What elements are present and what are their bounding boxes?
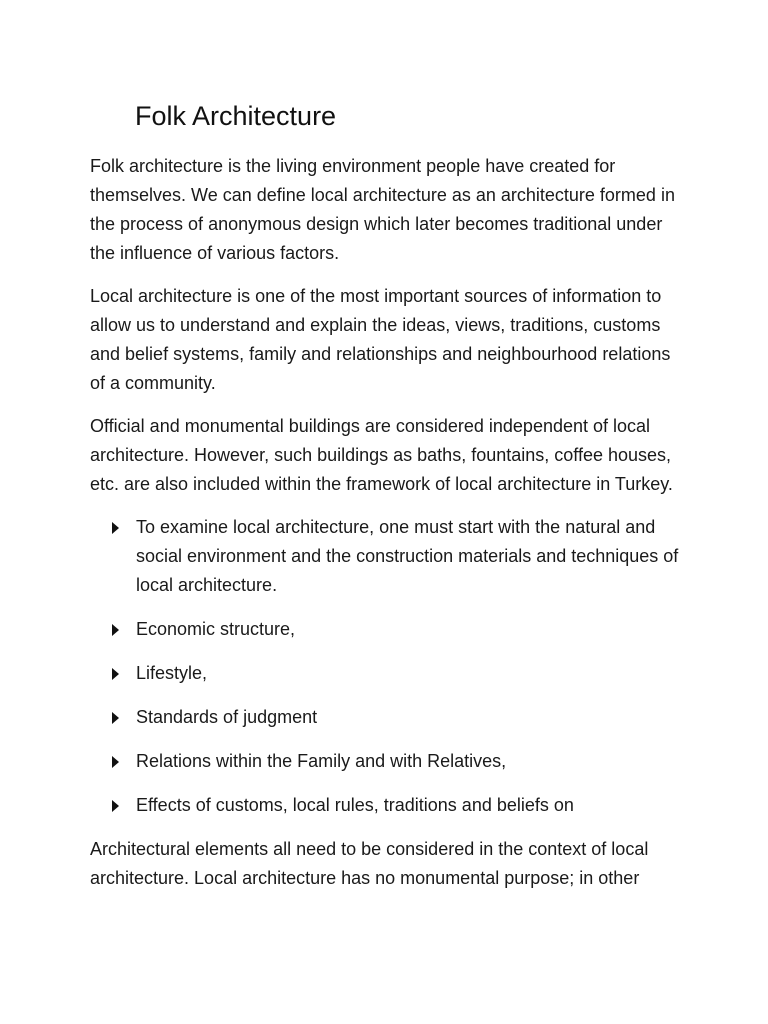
document-title: Folk Architecture	[135, 101, 337, 131]
bullet-item	[90, 747, 690, 776]
bullet-item	[90, 659, 690, 688]
bullet-item	[90, 615, 690, 644]
document-body	[90, 152, 690, 907]
paragraph-intro: Folk architecture is the living environment people have created for themselves. We can define local architecture as an architecture formed in the process of anonymous design which later becomes traditional under the influence of various factors.	[90, 156, 675, 263]
bullet-item	[90, 513, 690, 600]
triangle-bullet-icon	[112, 668, 119, 680]
triangle-bullet-icon	[112, 712, 119, 724]
bullet-text: To examine local architecture, one must start with the natural and social environment and the construction materials and techniques of local architecture.	[136, 517, 679, 595]
bullet-text: Standards of judgment	[136, 707, 318, 727]
bullet-text: Lifestyle,	[136, 663, 208, 683]
paragraph-closing: Architectural elements all need to be considered in the context of local architecture. Local architecture has no monumental purpose; in other	[90, 839, 649, 888]
bullet-list	[90, 513, 690, 820]
bullet-item	[90, 703, 690, 732]
triangle-bullet-icon	[112, 756, 119, 768]
triangle-bullet-icon	[112, 800, 119, 812]
paragraph-sources: Local architecture is one of the most important sources of information to allow us to understand and explain the ideas, views, traditions, customs and belief systems, family and relationships and neighbourhood relations of a community.	[90, 286, 671, 393]
paragraph-monumental: Official and monumental buildings are considered independent of local architecture. However, such buildings as baths, fountains, coffee houses, etc. are also included within the framework of local architecture in Turkey.	[90, 416, 673, 494]
bullet-text: Relations within the Family and with Relatives,	[136, 751, 507, 771]
bullet-text: Effects of customs, local rules, traditions and beliefs on	[136, 795, 574, 815]
bullet-text: Economic structure,	[136, 619, 296, 639]
triangle-bullet-icon	[112, 522, 119, 534]
triangle-bullet-icon	[112, 624, 119, 636]
bullet-item	[90, 791, 690, 820]
